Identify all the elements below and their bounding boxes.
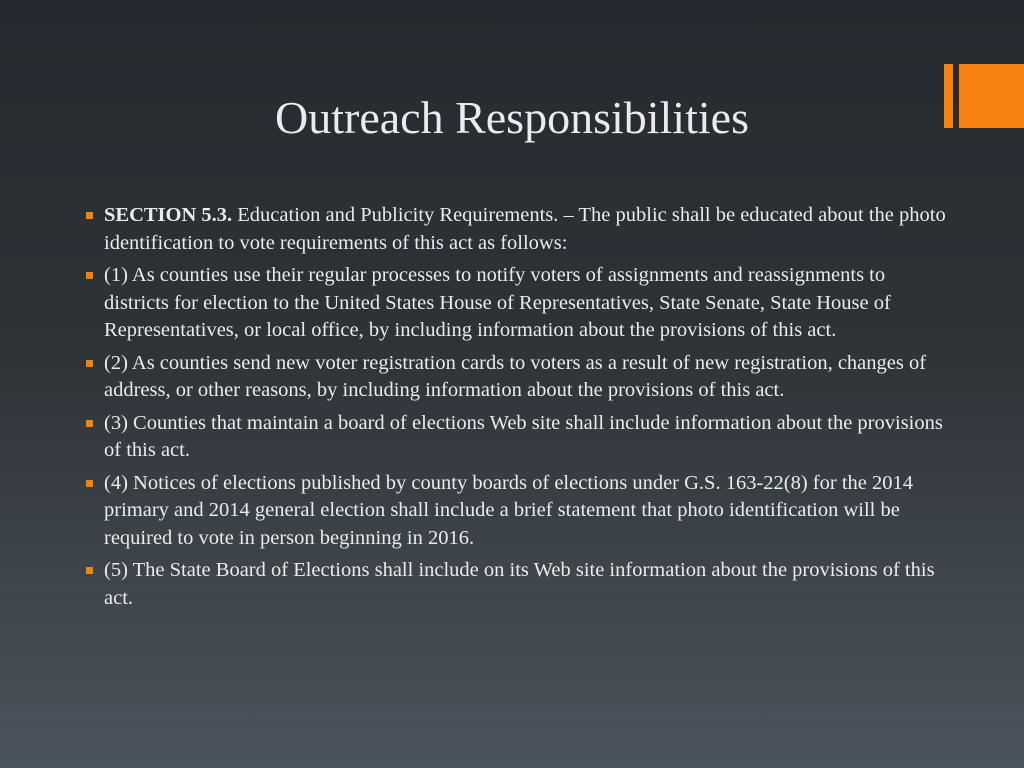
bullet-text: (1) As counties use their regular processes to notify voters of assignments and reassignments to districts for election to the United States House of Representatives, State Senate, State House of Representatives, or local office, by including information about the provisions of this act. [104,264,891,341]
bullet-item-4 [84,470,950,553]
slide-title: Outreach Responsibilities [275,92,749,143]
bullet-item-5 [84,557,950,612]
bullet-square-icon [86,212,93,219]
section-text: Education and Publicity Requirements. – The public shall be educated about the photo identification to vote requirements of this act as follows: [104,204,946,254]
bullet-item-2 [84,350,950,405]
bullet-item-intro [84,202,950,257]
bullet-square-icon [86,567,93,574]
bullet-square-icon [86,420,93,427]
bullet-square-icon [86,272,93,279]
bullet-list [84,202,950,617]
bullet-item-1 [84,262,950,345]
bullet-text: (5) The State Board of Elections shall include on its Web site information about the provisions of this act. [104,559,935,609]
bullet-item-3 [84,410,950,465]
bullet-text: (3) Counties that maintain a board of elections Web site shall include information about the provisions of this act. [104,411,943,461]
bullet-square-icon [86,480,93,487]
bullet-text: (2) As counties send new voter registration cards to voters as a result of new registration, changes of address, or other reasons, by including information about the provisions of this act. [104,351,927,401]
section-label: SECTION 5.3. [104,204,233,226]
bullet-text: (4) Notices of elections published by county boards of elections under G.S. 163-22(8) for the 2014 primary and 2014 general election shall include a brief statement that photo identification will be required to vote in person beginning in 2016. [104,471,913,549]
bullet-square-icon [86,360,93,367]
